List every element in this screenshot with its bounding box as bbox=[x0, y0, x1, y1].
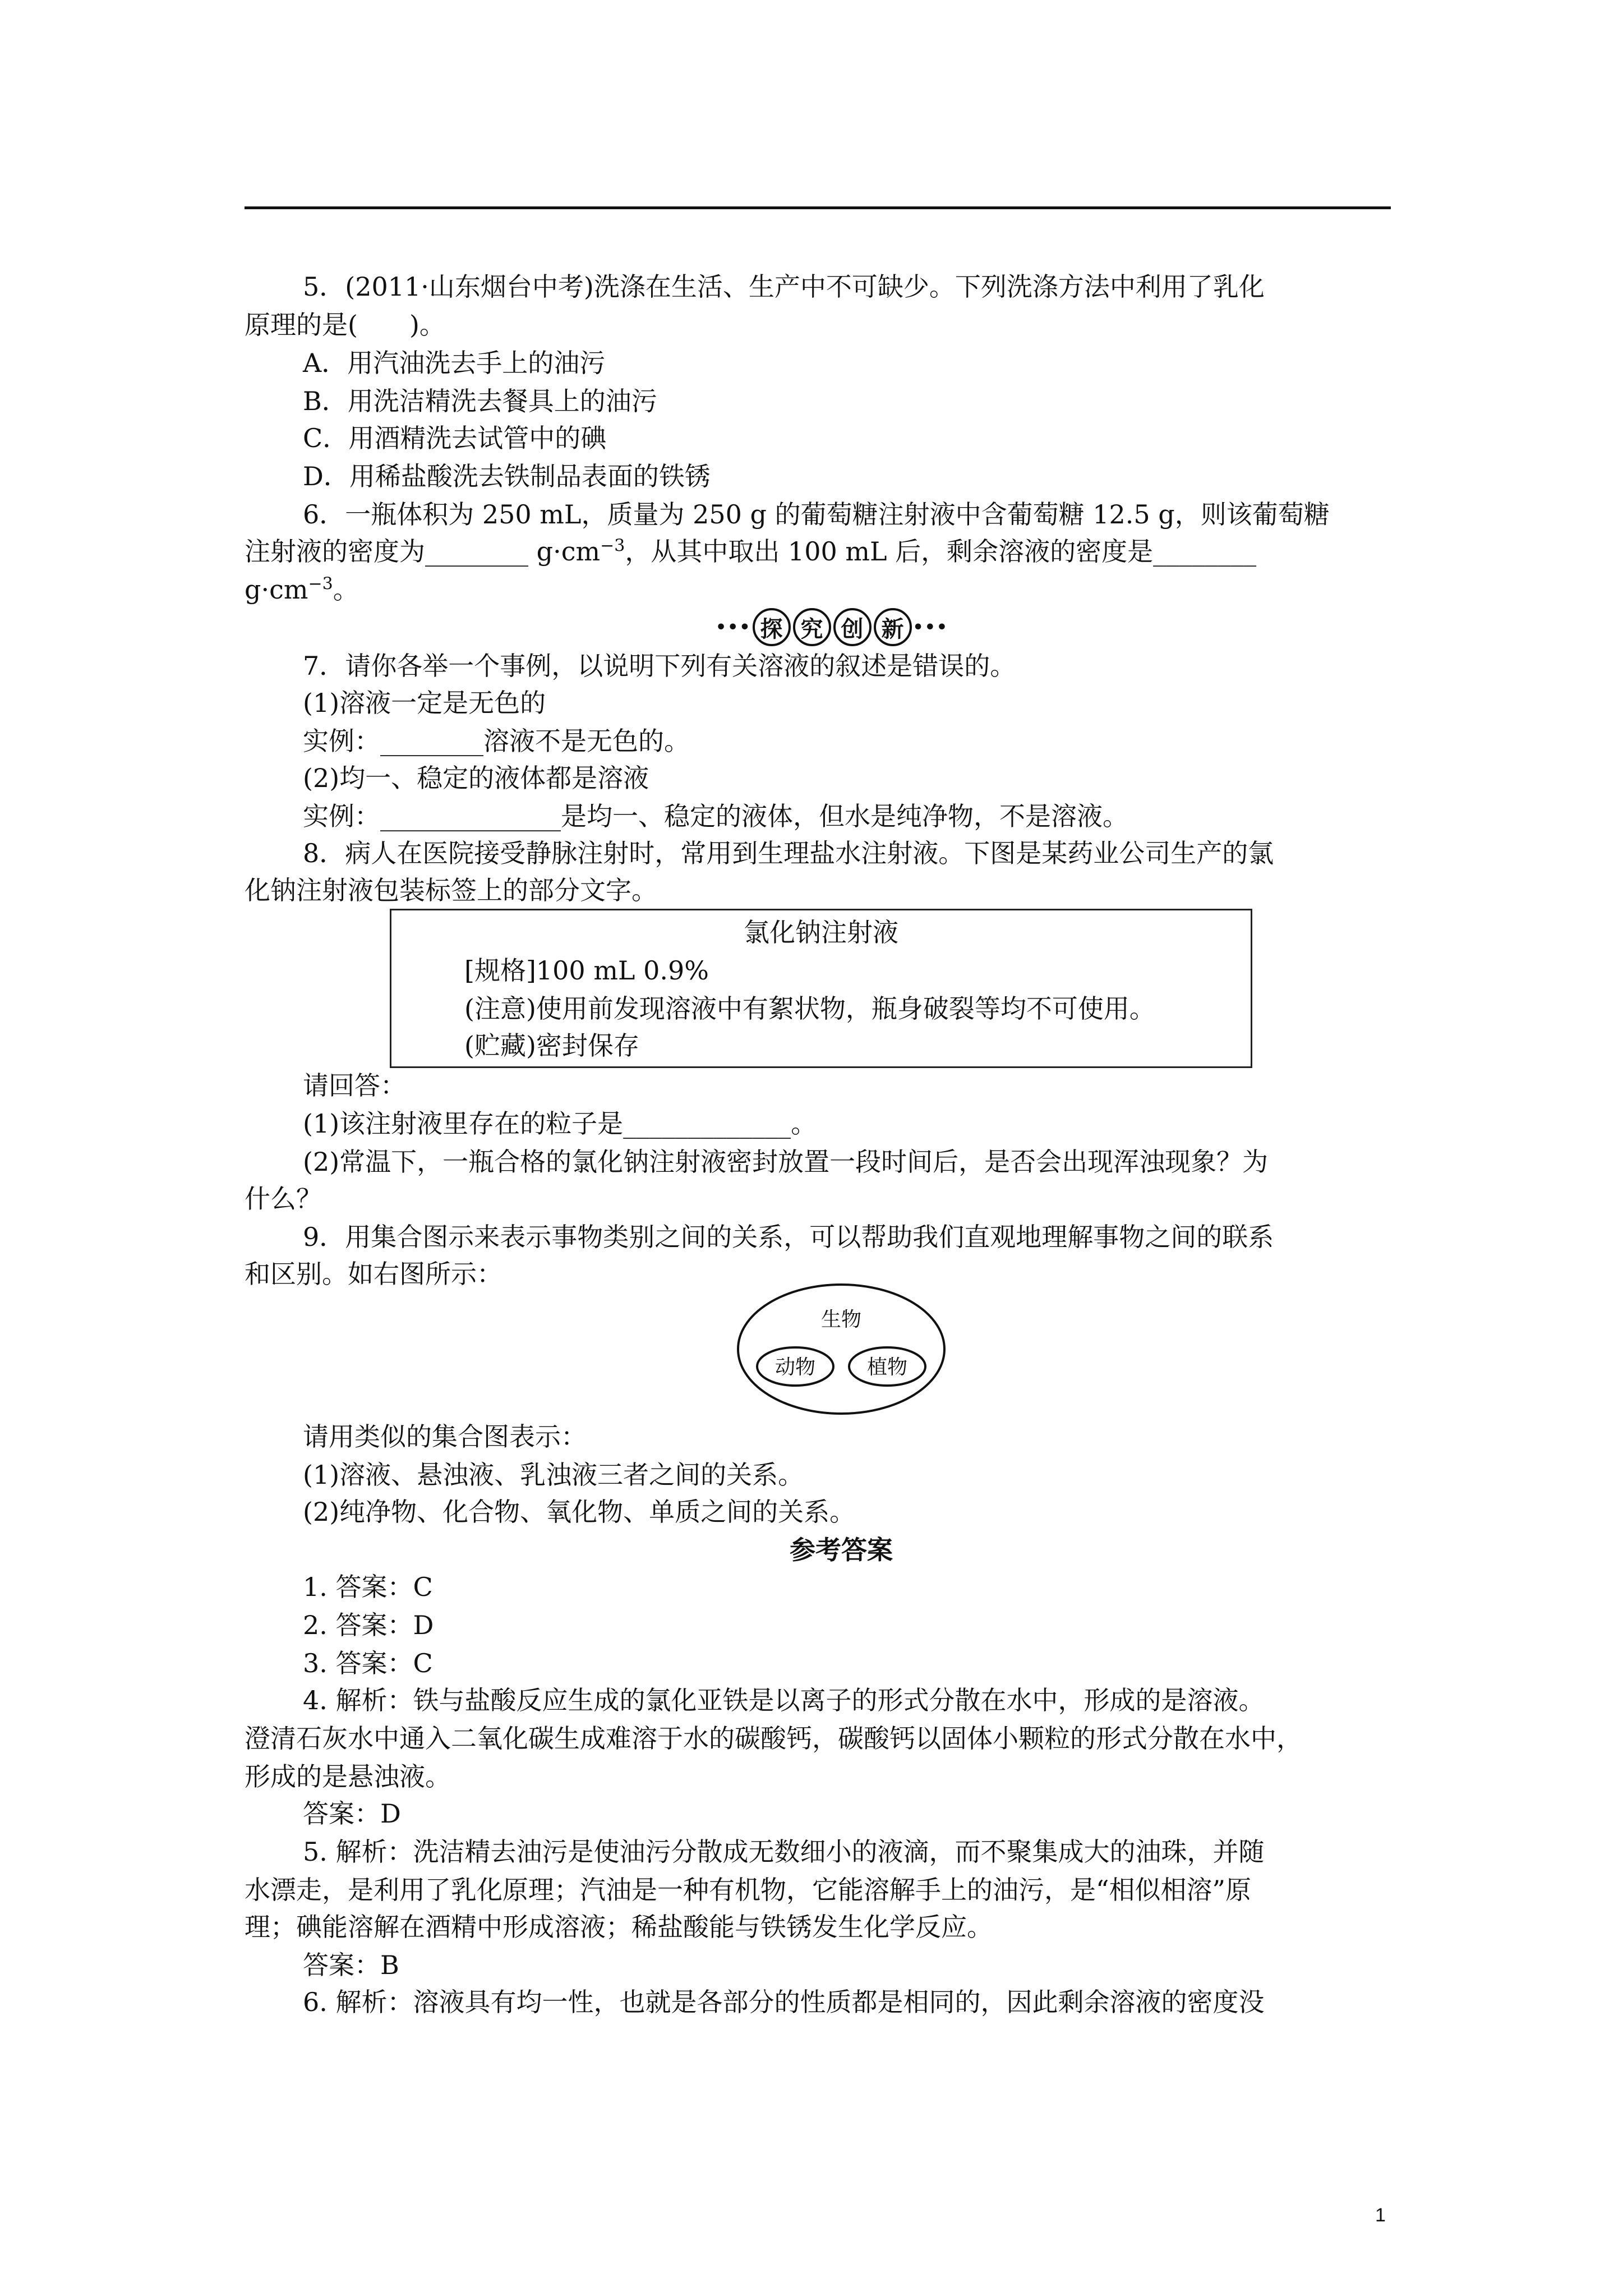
answer-6-line-1: 6. 解析：溶液具有均一性，也就是各部分的性质都是相同的，因此剩余溶液的密度没 bbox=[303, 1987, 1265, 2017]
answer-5-line-1: 5. 解析：洗洁精去油污是使油污分散成无数细小的液滴，而不聚集成大的油珠，并随 bbox=[303, 1837, 1265, 1867]
page-number: 1 bbox=[1375, 2205, 1386, 2226]
answer-5-line-2: 水漂走，是利用了乳化原理；汽油是一种有机物，它能溶解手上的油污，是“相似相溶”原 bbox=[245, 1875, 1252, 1905]
label-row-spec: [规格]100 mL 0.9% bbox=[464, 955, 709, 986]
answer-5-result: 答案：B bbox=[303, 1950, 399, 1980]
answers-heading: 参考答案 bbox=[790, 1535, 893, 1565]
answer-4-line-1: 4. 解析：铁与盐酸反应生成的氯化亚铁是以离子的形式分散在水中，形成的是溶液。 bbox=[303, 1685, 1265, 1715]
answer-4-line-3: 形成的是悬浊液。 bbox=[245, 1761, 451, 1792]
outer-set-label: 生物 bbox=[820, 1308, 862, 1331]
left-set-label: 动物 bbox=[774, 1355, 816, 1378]
answer-4-line-2: 澄清石灰水中通入二氧化碳生成难溶于水的碳酸钙，碳酸钙以固体小颗粒的形式分散在水中， bbox=[245, 1723, 1302, 1754]
answer-3: 3. 答案：C bbox=[303, 1648, 433, 1678]
q7-line-4: (2)均一、稳定的液体都是溶液 bbox=[303, 763, 649, 793]
answer-1: 1. 答案：C bbox=[303, 1572, 433, 1602]
banner-char-1: 探 bbox=[753, 608, 791, 646]
q8-line-5: (2)常温下，一瓶合格的氯化钠注射液密封放置一段时间后，是否会出现浑浊现象？为 bbox=[303, 1147, 1269, 1177]
q8-line-2: 化钠注射液包装标签上的部分文字。 bbox=[245, 875, 657, 905]
answer-4-result: 答案：D bbox=[303, 1798, 401, 1829]
outer-set-ellipse bbox=[738, 1285, 944, 1414]
q8-line-3: 请回答： bbox=[303, 1070, 406, 1101]
answer-2: 2. 答案：D bbox=[303, 1610, 434, 1640]
q6-line-3: $g\cdot cm^{-3}$。 bbox=[245, 574, 359, 605]
q6-line-1: 6．一瓶体积为 250 mL，质量为 250 g 的葡萄糖注射液中含葡萄糖 12.5 g，则该葡萄糖 bbox=[303, 499, 1330, 530]
q6-line-2: 注射液的密度为________ $g\cdot cm^{-3}$，从其中取出 100 mL 后，剩余溶液的密度是________ bbox=[245, 536, 1257, 567]
q9-line-5: (2)纯净物、化合物、氧化物、单质之间的关系。 bbox=[303, 1497, 856, 1527]
q9-line-1: 9．用集合图示来表示事物类别之间的关系，可以帮助我们直观地理解事物之间的联系 bbox=[303, 1222, 1274, 1252]
q7-line-3: 实例：________溶液不是无色的。 bbox=[303, 726, 690, 756]
explore-innovate-banner bbox=[716, 609, 948, 646]
banner-dots-left: ••• bbox=[716, 617, 751, 637]
q7-line-2: (1)溶液一定是无色的 bbox=[303, 688, 546, 718]
banner-char-4: 新 bbox=[874, 608, 912, 646]
banner-char-3: 创 bbox=[833, 608, 872, 646]
label-row-note: (注意)使用前发现溶液中有絮状物，瓶身破裂等均不可使用。 bbox=[464, 993, 1155, 1024]
q5-option-c: C．用酒精洗去试管中的碘 bbox=[303, 423, 607, 453]
q8-line-1: 8．病人在医院接受静脉注射时，常用到生理盐水注射液。下图是某药业公司生产的氯 bbox=[303, 838, 1274, 868]
q5-line-2: 原理的是( )。 bbox=[245, 310, 445, 340]
q5-option-a: A．用汽油洗去手上的油污 bbox=[303, 348, 606, 378]
banner-dots-right: ••• bbox=[912, 617, 949, 637]
q9-line-3: 请用类似的集合图表示： bbox=[303, 1421, 587, 1452]
q9-line-2: 和区别。如右图所示： bbox=[245, 1259, 502, 1289]
right-set-label: 植物 bbox=[866, 1355, 908, 1378]
q9-line-4: (1)溶液、悬浊液、乳浊液三者之间的关系。 bbox=[303, 1460, 804, 1490]
q7-line-5: 实例：______________是均一、稳定的液体，但水是纯净物，不是溶液。 bbox=[303, 801, 1128, 831]
q8-line-6: 什么？ bbox=[245, 1184, 322, 1214]
set-diagram bbox=[736, 1282, 947, 1416]
q5-line-1: 5．(2011·山东烟台中考)洗涤在生活、生产中不可缺少。下列洗涤方法中利用了乳化 bbox=[303, 272, 1265, 302]
injection-label-box bbox=[390, 909, 1252, 1068]
answer-5-line-3: 理；碘能溶解在酒精中形成溶液；稀盐酸能与铁锈发生化学反应。 bbox=[245, 1912, 993, 1942]
q5-option-b: B．用洗洁精洗去餐具上的油污 bbox=[303, 386, 657, 416]
label-row-storage: (贮藏)密封保存 bbox=[464, 1030, 639, 1061]
banner-char-2: 究 bbox=[793, 608, 831, 646]
q7-line-1: 7．请你各举一个事例，以说明下列有关溶液的叙述是错误的。 bbox=[303, 651, 1016, 681]
q8-line-4: (1)该注射液里存在的粒子是_____________。 bbox=[303, 1108, 817, 1139]
label-title: 氯化钠注射液 bbox=[744, 917, 898, 947]
q5-option-d: D．用稀盐酸洗去铁制品表面的铁锈 bbox=[303, 461, 711, 491]
header-rule bbox=[245, 206, 1391, 209]
